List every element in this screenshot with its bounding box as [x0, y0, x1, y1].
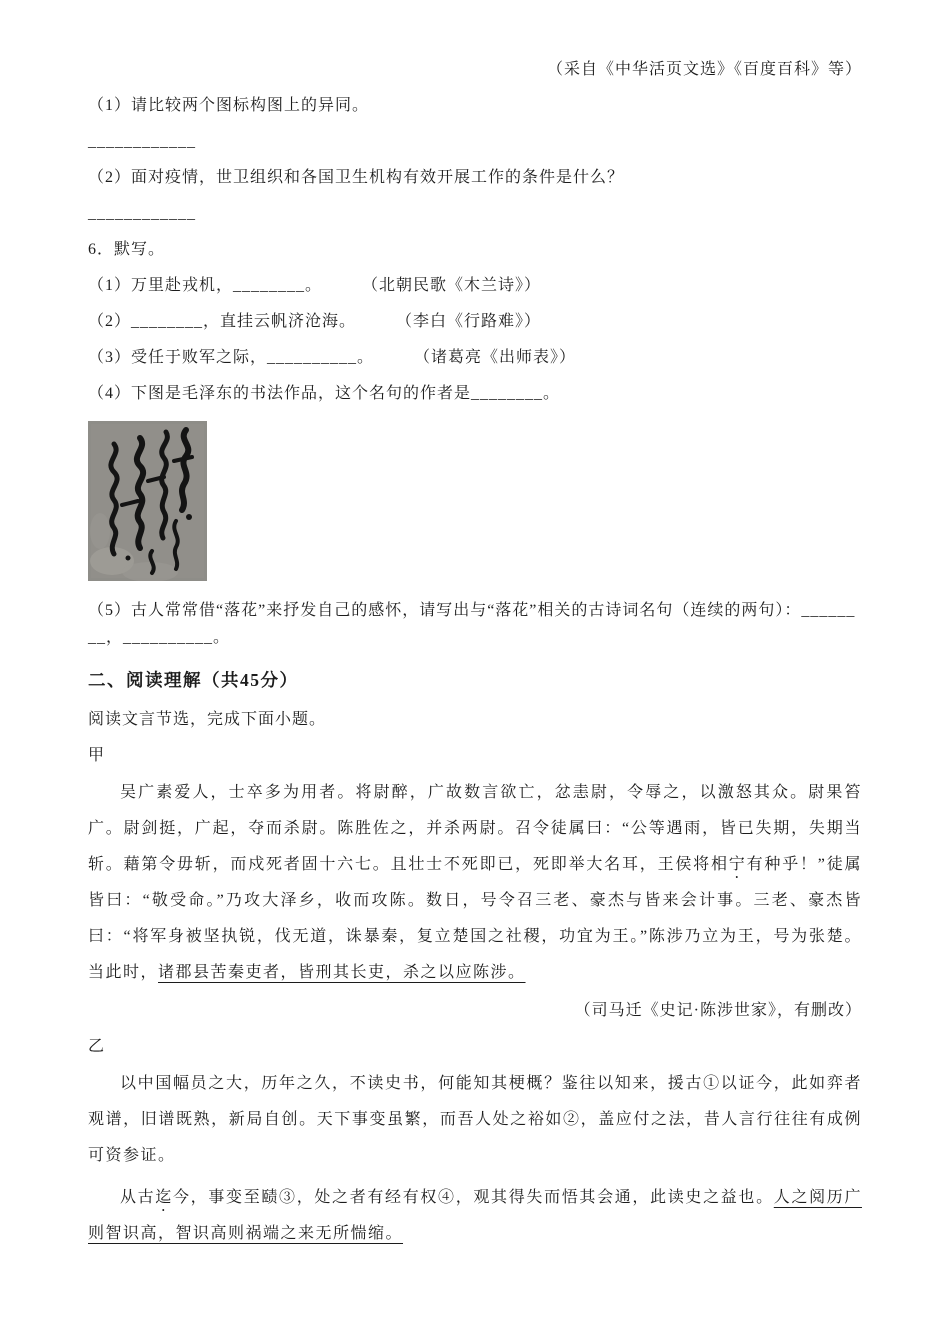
moxie-item-2: [88, 308, 862, 335]
jia-underlined-clause: 诸郡县苦秦吏者，皆刑其长吏，杀之以应陈涉。: [158, 964, 526, 981]
yi-text-1: 从古: [120, 1189, 156, 1206]
moxie-item-2-text: （2）________，直挂云帆济沧海。: [88, 313, 357, 330]
jia-emphasis-dot-char: 宁: [728, 856, 747, 873]
moxie-item-1-text: （1）万里赴戎机，________。: [88, 277, 323, 294]
jia-attribution: （司马迁《史记·陈涉世家》，有删改）: [574, 1002, 862, 1019]
yi-emphasis-dot-char: 迄: [155, 1189, 174, 1206]
passage-intro: 阅读文言节选，完成下面小题。: [88, 711, 327, 728]
question-5-sub2: （2）面对疫情，世卫组织和各国卫生机构有效开展工作的条件是什么？: [88, 169, 625, 186]
moxie-item-3-text: （3）受任于败军之际，__________。: [88, 349, 375, 366]
answer-blank-1: ____________: [88, 133, 196, 150]
question-6-title: 6．默写。: [88, 241, 166, 258]
source-attribution: （采自《中华活页文选》《百度百科》等）: [546, 61, 862, 78]
moxie-item-3-source: （诸葛亮《出师表》）: [422, 349, 577, 366]
jia-text-1: 吴广素爱人，士卒多为用者。将尉醉，广故数言欲亡，忿恚尉，令辱之，以激怒其众。尉果笞广。尉剑挺，广起，夺而杀尉。陈胜佐之，并杀两尉。召令徒属曰：“公等遇雨，皆已失期，失期当斩。藉第令毋斩，而戍死者固十六七。且壮士不死即已，死即举大名耳，王侯将相: [88, 784, 862, 873]
passage-yi-label: 乙: [88, 1038, 106, 1055]
passage-jia: [88, 775, 862, 991]
moxie-item-1-source: （北朝民歌《木兰诗》）: [370, 277, 542, 294]
answer-blank-2: ____________: [88, 205, 196, 222]
moxie-item-4-text: （4）下图是毛泽东的书法作品，这个名句的作者是________。: [88, 385, 561, 402]
moxie-item-3: [88, 344, 862, 371]
calligraphy-image: [88, 421, 207, 581]
passage-yi-para1: 以中国幅员之大，历年之久，不读史书，何能知其梗概？鉴往以知来，援古①以证今，此如弈者观谱，旧谱既熟，新局自创。天下事变虽繁，而吾人处之裕如②，盖应付之法，昔人言行往往有成例可资参证。: [88, 1075, 862, 1164]
question-6-item5: （5）古人常常借“落花”来抒发自己的感怀，请写出与“落花”相关的古诗词名句（连续的两句）：________，__________。: [88, 602, 856, 646]
question-5-sub1: （1）请比较两个图标构图上的异同。: [88, 97, 370, 114]
section-heading: 二、阅读理解（共45分）: [88, 670, 299, 690]
moxie-item-2-source: （李白《行路难》）: [404, 313, 542, 330]
jia-text-2: 有种乎！”徒属皆曰：“敬受命。”乃攻大泽乡，收而攻陈。数日，号令召三老、豪杰与皆来会计事。三老、豪杰皆曰：“将军身被坚执锐，伐无道，诛暴秦，复立楚国之社稷，功宜为王。”陈涉乃立为王，号为张楚。当此时，: [88, 856, 862, 981]
passage-yi-para2: [88, 1180, 862, 1252]
yi-text-2: 今，事变至赜③，处之者有经有权④，观其得失而悟其会通，此读史之益也。: [173, 1189, 774, 1206]
passage-jia-label: 甲: [88, 747, 106, 764]
yi-underlined-clause: 人之阅历广则智识高，智识高则祸端之来无所惴缩。: [88, 1189, 862, 1242]
moxie-item-1: [88, 272, 862, 299]
moxie-item-4: [88, 380, 862, 407]
